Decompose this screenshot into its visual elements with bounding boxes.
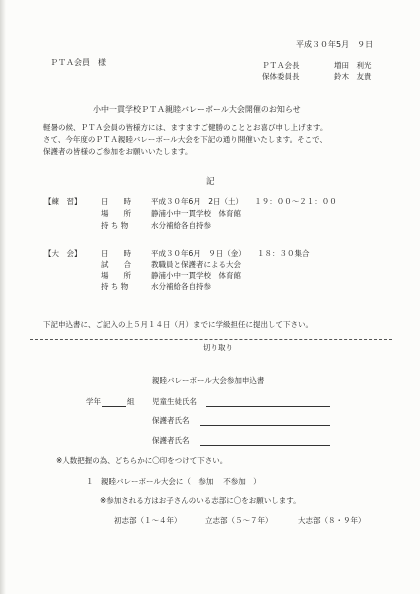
grade-suffix: 組 [127,397,135,406]
sender2-role: 保体委員長 [262,72,300,81]
issue-date: 平成３０年5月 ９日 [296,40,374,49]
tournament-label: 【大 会】 [44,249,82,258]
division-1[interactable]: 初志部（１～４年） [114,516,182,525]
child-name-field[interactable] [206,406,330,407]
body-line-2: さて、今年度のＰＴＡ親睦バレーボール大会を下記の通り開催いたします。そこで、 [43,135,327,144]
note-division: ※参加される方はお子さんのいる志部に〇をお願いします。 [100,496,301,505]
tournament-value-match: 教職員と保護者による大会 [151,260,241,269]
practice-label: 【練 習】 [44,197,82,206]
practice-value-items: 水分補給各自持参 [151,221,211,230]
note-circle-choice: ※人数把握の為、どちらかに〇印をつけて下さい。 [56,456,228,465]
tournament-value-datetime: 平成３０年6月 ９日（金） １８：３０集合 [151,249,310,258]
tournament-key-items: 持 ち 物 [101,282,129,291]
participation-question[interactable]: １ 親睦バレーボール大会に（ 参加 不参加 ） [86,477,261,486]
grade-label: 学年 [86,397,101,406]
cut-label: 切り取り [200,343,236,353]
body-line-1: 軽暑の候、ＰＴＡ会員の皆様方には、ますますご健勝のこととお喜び申し上げます。 [43,123,328,132]
practice-key-place: 場 所 [101,209,131,218]
practice-key-datetime: 日 時 [101,197,131,206]
division-2[interactable]: 立志部（５～７年） [205,516,273,525]
grade-field[interactable] [102,406,126,407]
tournament-key-place: 場 所 [101,271,131,280]
sender1-name: 増田 利光 [334,61,372,70]
guardian-label-2: 保護者氏名 [152,436,190,445]
guardian-name-field-2[interactable] [200,445,330,446]
notice-title: 小中一貫学校ＰＴＡ親睦バレーボール大会開催のお知らせ [93,105,301,114]
recipient: ＰＴＡ会員 様 [50,58,106,67]
child-name-label: 児童生徒氏名 [152,397,197,406]
cut-line [30,339,392,340]
guardian-name-field-1[interactable] [200,425,330,426]
body-line-3: 保護者の皆様のご参加をお願いいたします。 [43,147,193,156]
tournament-key-datetime: 日 時 [101,249,131,258]
practice-key-items: 持 ち 物 [101,221,129,230]
tournament-value-place: 静浦小中一貫学校 体育館 [151,271,241,280]
practice-value-place: 静浦小中一貫学校 体育館 [151,209,241,218]
sender1-role: ＰＴＡ会長 [262,61,300,70]
ki-heading: 記 [206,177,215,187]
guardian-label-1: 保護者氏名 [152,416,190,425]
tournament-value-items: 水分補給各自持参 [151,282,211,291]
deadline-text: 下記申込書に、ご記入の上５月１４日（月）までに学級担任に提出して下さい。 [43,320,313,329]
practice-value-datetime: 平成３０年6月 2日（土） １９：００～２１：００ [151,197,337,206]
scan-edge-shadow [0,0,6,594]
sender2-name: 鈴木 友貴 [334,72,372,81]
tournament-key-match: 試 合 [101,260,131,269]
form-title: 親睦バレーボール大会参加申込書 [152,376,265,385]
division-3[interactable]: 大志部（８・９年） [298,516,366,525]
